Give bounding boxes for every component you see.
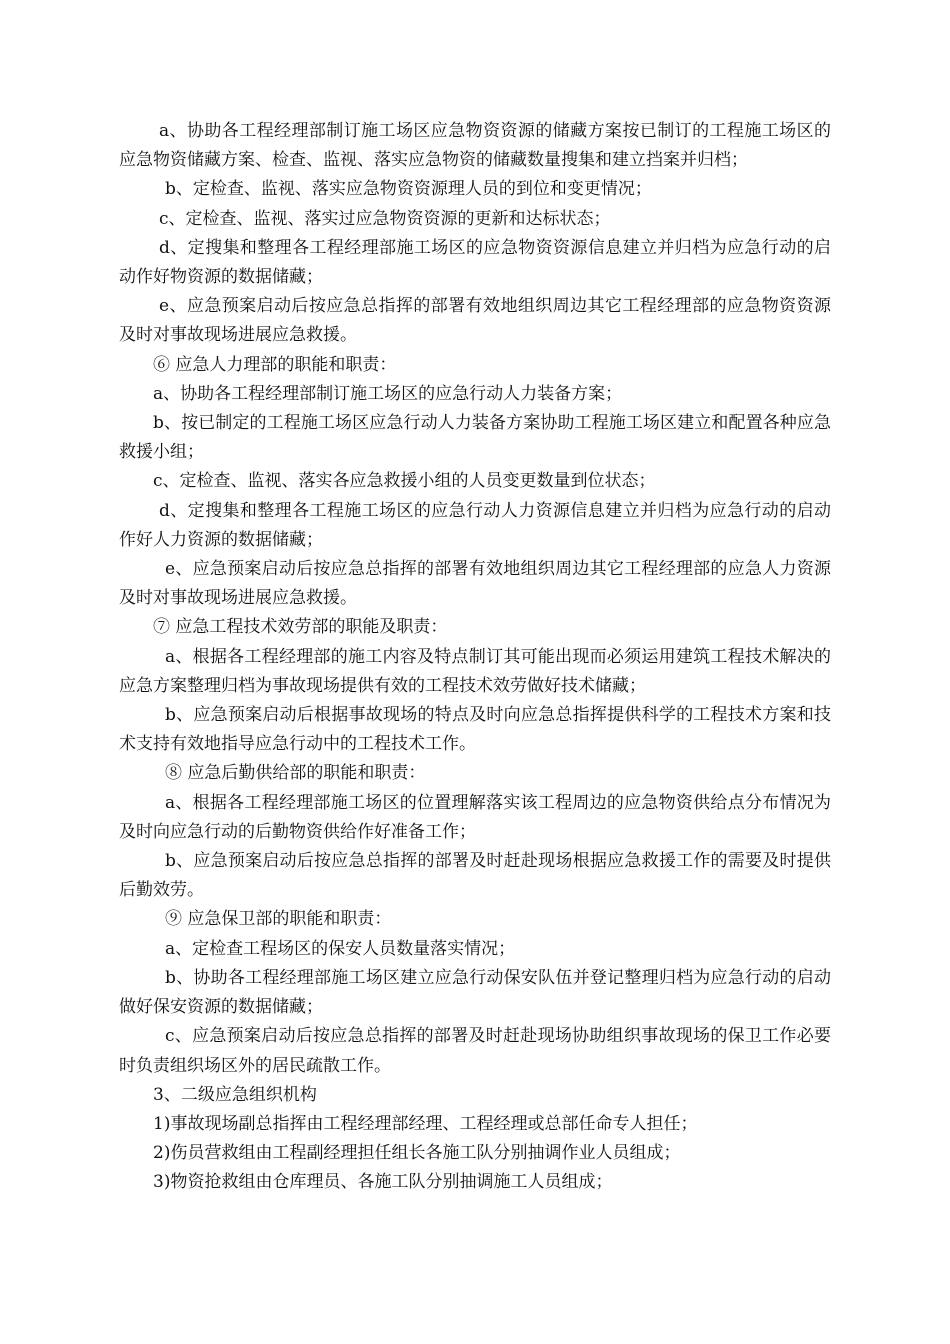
paragraph-material-c: c、定检查、监视、落实过应急物资资源的更新和达标状态；	[159, 208, 611, 229]
section-heading-technical: ⑦ 应急工程技术效劳部的职能及职责：	[153, 617, 448, 638]
paragraph-material-d: d、定搜集和整理各工程经理部施工场区的应急物资资源信息建立并归档为应急行动的启动作好物资源的数据储藏；	[119, 237, 831, 288]
paragraph-manpower-d: d、定搜集和整理各工程施工场区的应急行动人力资源信息建立并归档为应急行动的启动作好人力资源的数据储藏；	[119, 500, 831, 550]
paragraph-security-b: b、协助各工程经理部施工场区建立应急行动保安队伍并登记整理归档为应急行动的启动做好保安资源的数据储藏；	[119, 967, 831, 1018]
list-item-1: 1)事故现场副总指挥由工程经理部经理、工程经理或总部任命专人担任；	[153, 1113, 698, 1134]
paragraph-logistics-b: b、应急预案启动后按应急总指挥的部署及时赶赴现场根据应急救援工作的需要及时提供后勤效劳。	[119, 851, 831, 901]
paragraph-manpower-b: b、按已制定的工程施工场区应急行动人力装备方案协助工程施工场区建立和配置各种应急救援小组；	[119, 413, 831, 463]
paragraph-material-e: e、应急预案启动后按应急总指挥的部署有效地组织周边其它工程经理部的应急物资资源及时对事故现场进展应急救援。	[119, 296, 831, 346]
paragraph-technical-b: b、应急预案启动后根据事故现场的特点及时向应急总指挥提供科学的工程技术方案和技术支持有效地指导应急行动中的工程技术工作。	[119, 705, 831, 755]
paragraph-manpower-a: a、协助各工程经理部制订施工场区的应急行动人力装备方案；	[153, 383, 623, 404]
list-item-2: 2)伤员营救组由工程副经理担任组长各施工队分别抽调作业人员组成；	[153, 1143, 681, 1164]
list-item-3: 3)物资抢救组由仓库理员、各施工队分别抽调施工人员组成；	[153, 1172, 613, 1193]
paragraph-material-a: a、协助各工程经理部制订施工场区应急物资资源的储藏方案按已制订的工程施工场区的应急物资储藏方案、检查、监视、落实应急物资的储藏数量搜集和建立挡案并归档；	[119, 121, 831, 171]
section-heading-security: ⑨ 应急保卫部的职能和职责：	[165, 909, 392, 930]
paragraph-manpower-c: c、定检查、监视、落实各应急救援小组的人员变更数量到位状态；	[153, 471, 656, 492]
section-heading-logistics: ⑧ 应急后勤供给部的职能和职责：	[165, 763, 426, 784]
document-body	[119, 117, 831, 1198]
paragraph-material-b: b、定检查、监视、落实应急物资资源理人员的到位和变更情况；	[165, 179, 652, 200]
paragraph-technical-a: a、根据各工程经理部的施工内容及特点制订其可能出现而必须运用建筑工程技术解决的应急方案整理归档为事故现场提供有效的工程技术效劳做好技术储藏；	[119, 646, 831, 696]
section-heading-manpower: ⑥ 应急人力理部的职能和职责：	[153, 354, 397, 375]
paragraph-logistics-a: a、根据各工程经理部施工场区的位置理解落实该工程周边的应急物资供给点分布情况为及时向应急行动的后勤物资供给作好准备工作；	[119, 792, 831, 842]
paragraph-security-a: a、定检查工程场区的保安人员数量落实情况；	[165, 938, 516, 959]
paragraph-security-c: c、应急预案启动后按应急总指挥的部署及时赶赴现场协助组织事故现场的保卫工作必要时负责组织场区外的居民疏散工作。	[119, 1026, 831, 1076]
paragraph-manpower-e: e、应急预案启动后按应急总指挥的部署有效地组织周边其它工程经理部的应急人力资源及时对事故现场进展应急救援。	[119, 559, 831, 609]
section-heading-level2: 3、二级应急组织机构	[153, 1084, 317, 1105]
